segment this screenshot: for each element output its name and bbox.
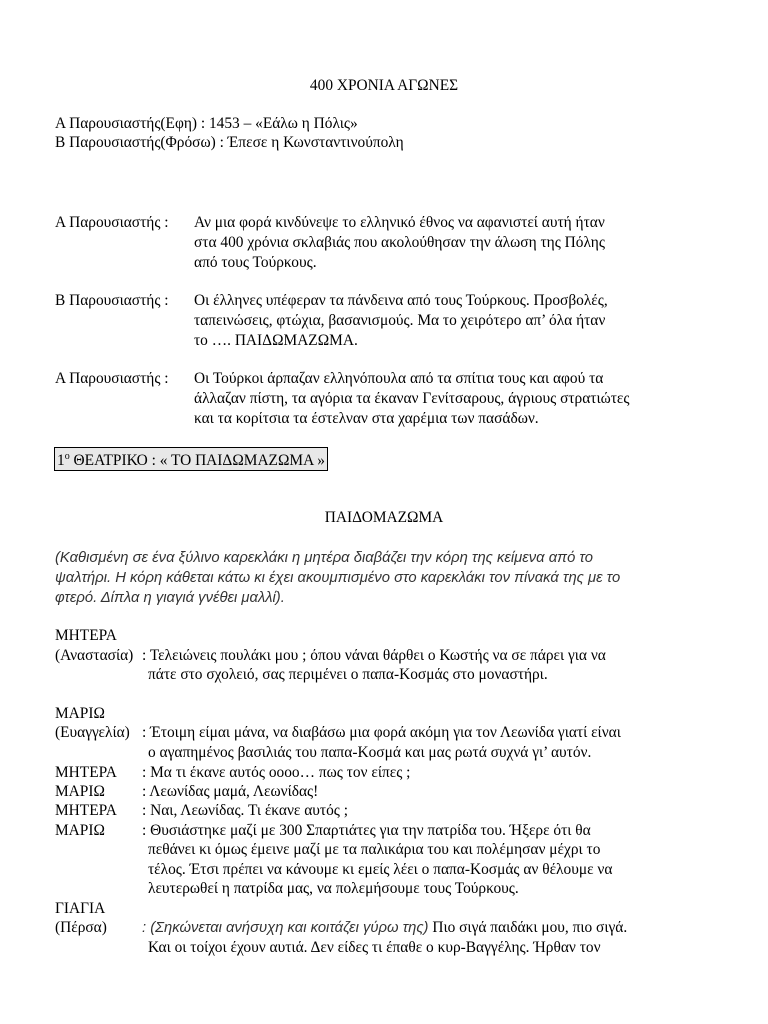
section-heading-text: ΘΕΑΤΡΙΚΟ : « ΤΟ ΠΑΙΔΩΜΑΖΩΜΑ »	[69, 452, 325, 470]
narration-line: Οι έλληνες υπέφεραν τα πάνδεινα από τους Τούρκους. Προσβολές,	[194, 292, 608, 309]
grandma-stage-direction: : (Σηκώνεται ανήσυχη και κοιτάζει γύρω της)	[142, 920, 429, 936]
dialogue-line: ο αγαπημένος βασιλιάς του παπα-Κοσμά και μας ρωτά συχνά γι’ αυτόν.	[148, 744, 592, 761]
dialogue-line: τέλος. Έτσι πρέπει να κάνουμε κι εμείς λέει ο παπα-Κοσμάς αν θέλουμε να	[148, 861, 613, 878]
speaker-name: ΜΗΤΕΡΑ	[55, 764, 117, 781]
dialogue-line: πεθάνει κι όμως έμεινε μαζί με τα παλικάρια του και πολέμησαν μέχρι το	[148, 841, 601, 858]
narration-line: Αν μια φορά κινδύνεψε το ελληνικό έθνος να αφανιστεί αυτή ήταν	[194, 214, 605, 231]
dialogue-line: λευτερωθεί η πατρίδα μας, να πολεμήσουμε τους Τούρκους.	[148, 880, 519, 897]
narration-line: από τους Τούρκους.	[194, 254, 317, 271]
speaker-label: Α Παρουσιαστής :	[55, 370, 169, 387]
intro-line: Α Παρουσιαστής(Εφη) : 1453 – «Εάλω η Πόλις»	[55, 115, 358, 132]
speaker-role: (Πέρσα)	[55, 919, 107, 936]
dialogue-line: : Μα τι έκανε αυτός οοοο… πως τον είπες ;	[142, 764, 411, 781]
section-ordinal: ο	[64, 451, 70, 462]
section-heading-box	[54, 447, 328, 471]
dialogue-line: : Λεωνίδας μαμά, Λεωνίδας!	[142, 783, 319, 800]
narration-line: ταπεινώσεις, φτώχια, βασανισμούς. Μα το χειρότερο απ’ όλα ήταν	[194, 312, 606, 329]
speaker-name: ΜΑΡΙΩ	[55, 783, 105, 800]
document-title: 400 ΧΡΟΝΙΑ ΑΓΩΝΕΣ	[309, 77, 459, 94]
narration-line: το …. ΠΑΙΔΩΜΑΖΩΜΑ.	[194, 332, 358, 349]
speaker-name: ΜΗΤΕΡΑ	[55, 802, 117, 819]
dialogue-line: : Έτοιμη είμαι μάνα, να διαβάσω μια φορά ακόμη για τον Λεωνίδα γιατί είναι	[142, 724, 621, 741]
speaker-name: ΜΗΤΕΡΑ	[55, 627, 117, 644]
stage-direction-line: (Καθισμένη σε ένα ξύλινο καρεκλάκι η μητέρα διαβάζει την κόρη της κείμενα από το	[55, 550, 593, 566]
speaker-name: ΜΑΡΙΩ	[55, 705, 105, 722]
dialogue-line: πάτε στο σχολειό, σας περιμένει ο παπα-Κοσμάς στο μοναστήρι.	[148, 666, 548, 683]
narration-line: στα 400 χρόνια σκλαβιάς που ακολούθησαν την άλωση της Πόλης	[194, 234, 605, 251]
narration-line: και τα κορίτσια τα έστελναν στα χαρέμια των πασάδων.	[194, 410, 539, 427]
dialogue-line: Και οι τοίχοι έχουν αυτιά. Δεν είδες τι έπαθε ο κυρ-Βαγγέλης. Ήρθαν τον	[148, 939, 601, 956]
speaker-role: (Ευαγγελία)	[55, 724, 130, 741]
narration-line: Οι Τούρκοι άρπαζαν ελληνόπουλα από τα σπίτια τους και αφού τα	[194, 370, 604, 387]
narration-line: άλλαζαν πίστη, τα αγόρια τα έκαναν Γενίτσαρους, άγριους στρατιώτες	[194, 390, 630, 407]
speaker-role: (Αναστασία)	[55, 647, 134, 664]
stage-direction-line: φτερό. Δίπλα η γιαγιά γνέθει μαλλί).	[55, 590, 285, 606]
speaker-label: Β Παρουσιαστής :	[55, 292, 169, 309]
speaker-name: ΜΑΡΙΩ	[55, 822, 105, 839]
dialogue-line: : Ναι, Λεωνίδας. Τι έκανε αυτός ;	[142, 802, 349, 819]
dialogue-line	[142, 918, 627, 938]
scene-title: ΠΑΙΔΟΜΑΖΩΜΑ	[324, 509, 444, 526]
stage-direction-line: ψαλτήρι. Η κόρη κάθεται κάτω κι έχει ακουμπισμένο στο καρεκλάκι τον πίνακά της με το	[55, 570, 621, 586]
dialogue-line: : Τελειώνεις πουλάκι μου ; όπου νάναι θάρθει ο Κωστής να σε πάρει για να	[142, 647, 606, 664]
speaker-label: Α Παρουσιαστής :	[55, 214, 169, 231]
speaker-name: ΓΙΑΓΙΑ	[55, 900, 106, 917]
grandma-speech: Πιο σιγά παιδάκι μου, πιο σιγά.	[428, 919, 628, 936]
section-number: 1	[57, 452, 65, 470]
intro-line: Β Παρουσιαστής(Φρόσω) : Έπεσε η Κωνσταντινούπολη	[55, 134, 404, 151]
dialogue-line: : Θυσιάστηκε μαζί με 300 Σπαρτιάτες για την πατρίδα του. Ήξερε ότι θα	[142, 822, 591, 839]
